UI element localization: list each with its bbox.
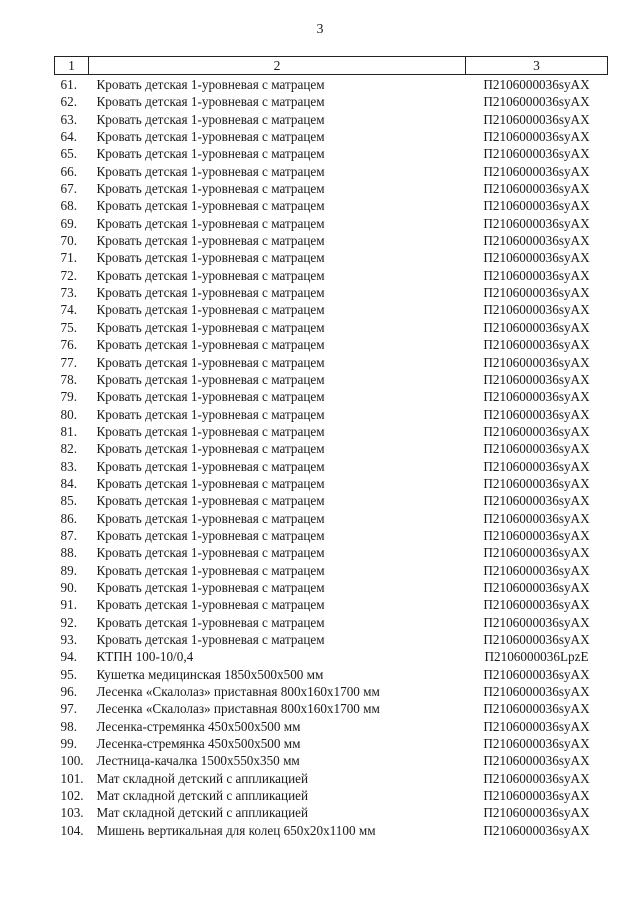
item-name: Лесенка-стремянка 450x500x500 мм (96, 736, 301, 752)
table-row (55, 492, 608, 509)
item-code: П2106000036syAX (483, 94, 590, 110)
table-row (55, 596, 608, 613)
item-code: П2106000036syAX (483, 215, 590, 231)
item-code: П2106000036syAX (483, 250, 590, 266)
item-code: П2106000036syAX (483, 614, 590, 630)
item-name: КТПН 100-10/0,4 (96, 649, 194, 665)
item-code: П2106000036syAX (483, 337, 590, 353)
item-code: П2106000036syAX (483, 111, 590, 127)
row-number: 83. (60, 458, 77, 474)
item-name: Кровать детская 1-уровневая с матрацем (96, 510, 325, 526)
item-code: П2106000036syAX (483, 146, 590, 162)
table-row (55, 319, 608, 336)
item-code: П2106000036syAX (483, 527, 590, 543)
item-name: Кровать детская 1-уровневая с матрацем (96, 389, 325, 405)
inventory-table (54, 56, 608, 839)
table-header-row (55, 57, 608, 75)
table-row (55, 406, 608, 423)
table-row (55, 423, 608, 440)
item-name: Кровать детская 1-уровневая с матрацем (96, 77, 325, 92)
row-number: 77. (60, 354, 77, 370)
table-row (55, 787, 608, 804)
row-number: 102. (60, 788, 84, 804)
row-number: 75. (60, 319, 77, 335)
item-name: Кровать детская 1-уровневая с матрацем (96, 267, 325, 283)
item-name: Кровать детская 1-уровневая с матрацем (96, 163, 325, 179)
table-row (55, 215, 608, 232)
item-name: Кровать детская 1-уровневая с матрацем (96, 233, 325, 249)
table-row (55, 475, 608, 492)
column-header-3: 3 (466, 57, 608, 75)
item-name: Кровать детская 1-уровневая с матрацем (96, 129, 325, 145)
item-code: П2106000036syAX (483, 285, 590, 301)
table-row (55, 354, 608, 371)
column-header-1: 1 (55, 57, 89, 75)
table-row (55, 752, 608, 769)
row-number: 91. (60, 597, 77, 613)
item-code: П2106000036syAX (483, 441, 590, 457)
table-row (55, 336, 608, 353)
item-code: П2106000036syAX (483, 510, 590, 526)
row-number: 87. (60, 527, 77, 543)
item-code: П2106000036syAX (483, 805, 590, 821)
table-row (55, 163, 608, 180)
table-row (55, 735, 608, 752)
item-name: Кровать детская 1-уровневая с матрацем (96, 302, 325, 318)
item-code: П2106000036syAX (483, 788, 590, 804)
item-name: Кровать детская 1-уровневая с матрацем (96, 579, 325, 595)
item-name: Кровать детская 1-уровневая с матрацем (96, 215, 325, 231)
item-code: П2106000036syAX (483, 632, 590, 647)
row-number: 98. (60, 718, 77, 734)
item-code: П2106000036syAX (483, 753, 590, 769)
row-number: 97. (60, 701, 77, 717)
table-row (55, 700, 608, 717)
item-code: П2106000036syAX (483, 371, 590, 387)
item-name: Кровать детская 1-уровневая с матрацем (96, 371, 325, 387)
item-code: П2106000036syAX (483, 770, 590, 786)
item-name: Кровать детская 1-уровневая с матрацем (96, 406, 325, 422)
row-number: 72. (60, 267, 77, 283)
table-row (55, 267, 608, 284)
item-code: П2106000036syAX (483, 736, 590, 752)
item-name: Кровать детская 1-уровневая с матрацем (96, 527, 325, 543)
item-name: Кровать детская 1-уровневая с матрацем (96, 354, 325, 370)
table-row (55, 631, 608, 648)
table-row (55, 804, 608, 821)
table-row (55, 388, 608, 405)
item-name: Кровать детская 1-уровневая с матрацем (96, 250, 325, 266)
row-number: 84. (60, 475, 77, 491)
item-name: Кровать детская 1-уровневая с матрацем (96, 181, 325, 197)
item-code: П2106000036syAX (483, 389, 590, 405)
table-row (55, 111, 608, 128)
item-name: Кровать детская 1-уровневая с матрацем (96, 562, 325, 578)
item-code: П2106000036syAX (483, 475, 590, 491)
row-number: 90. (60, 579, 77, 595)
item-code: П2106000036syAX (483, 822, 590, 838)
item-name: Лесенка «Скалолаз» приставная 800x160x1700 мм (96, 701, 380, 717)
row-number: 81. (60, 423, 77, 439)
item-name: Кровать детская 1-уровневая с матрацем (96, 337, 325, 353)
table-row (55, 562, 608, 579)
row-number: 70. (60, 233, 77, 249)
row-number: 63. (60, 111, 77, 127)
row-number: 99. (60, 736, 77, 752)
row-number: 74. (60, 302, 77, 318)
row-number: 86. (60, 510, 77, 526)
item-name: Лесенка-стремянка 450x500x500 мм (96, 718, 301, 734)
item-code: П2106000036syAX (483, 163, 590, 179)
item-name: Кровать детская 1-уровневая с матрацем (96, 198, 325, 214)
table-row (55, 371, 608, 388)
item-name: Мат складной детский с аппликацией (96, 788, 309, 804)
item-name: Кровать детская 1-уровневая с матрацем (96, 493, 325, 509)
item-code: П2106000036syAX (483, 406, 590, 422)
table-row (55, 93, 608, 110)
row-number: 88. (60, 545, 77, 561)
page-number: 3 (316, 22, 324, 37)
item-name: Кровать детская 1-уровневая с матрацем (96, 632, 325, 647)
item-name: Кровать детская 1-уровневая с матрацем (96, 285, 325, 301)
table-row (55, 770, 608, 787)
table-row (55, 75, 608, 94)
item-code: П2106000036syAX (483, 181, 590, 197)
row-number: 67. (60, 181, 77, 197)
row-number: 96. (60, 684, 77, 700)
row-number: 92. (60, 614, 77, 630)
item-name: Кровать детская 1-уровневая с матрацем (96, 441, 325, 457)
row-number: 64. (60, 129, 77, 145)
item-name: Лестница-качалка 1500x550x350 мм (96, 753, 300, 769)
table-row (55, 648, 608, 665)
row-number: 71. (60, 250, 77, 266)
table-row (55, 232, 608, 249)
row-number: 80. (60, 406, 77, 422)
row-number: 103. (60, 805, 84, 821)
item-code: П2106000036syAX (483, 666, 590, 682)
item-code: П2106000036syAX (483, 233, 590, 249)
item-code: П2106000036syAX (483, 302, 590, 318)
item-code: П2106000036syAX (483, 684, 590, 700)
row-number: 62. (60, 94, 77, 110)
row-number: 73. (60, 285, 77, 301)
item-code: П2106000036syAX (483, 701, 590, 717)
item-name: Кровать детская 1-уровневая с матрацем (96, 423, 325, 439)
table-row (55, 510, 608, 527)
item-name: Мат складной детский с аппликацией (96, 805, 309, 821)
row-number: 82. (60, 441, 77, 457)
table-row (55, 180, 608, 197)
item-code: П2106000036syAX (483, 545, 590, 561)
item-code: П2106000036syAX (483, 319, 590, 335)
table-row (55, 197, 608, 214)
table-row (55, 527, 608, 544)
item-name: Кушетка медицинская 1850x500x500 мм (96, 666, 324, 682)
row-number: 76. (60, 337, 77, 353)
row-number: 61. (60, 77, 77, 92)
item-name: Кровать детская 1-уровневая с матрацем (96, 545, 325, 561)
table-row (55, 683, 608, 700)
item-code: П2106000036syAX (483, 597, 590, 613)
item-code: П2106000036syAX (483, 579, 590, 595)
item-code: П2106000036syAX (483, 423, 590, 439)
table-row (55, 440, 608, 457)
item-code: П2106000036syAX (483, 198, 590, 214)
item-name: Кровать детская 1-уровневая с матрацем (96, 597, 325, 613)
row-number: 65. (60, 146, 77, 162)
table-row (55, 544, 608, 561)
row-number: 89. (60, 562, 77, 578)
row-number: 68. (60, 198, 77, 214)
row-number: 94. (60, 649, 77, 665)
item-code: П2106000036syAX (483, 267, 590, 283)
table-row (55, 666, 608, 683)
table-row (55, 145, 608, 162)
column-header-2: 2 (89, 57, 466, 75)
item-name: Лесенка «Скалолаз» приставная 800x160x1700 мм (96, 684, 380, 700)
row-number: 69. (60, 215, 77, 231)
row-number: 100. (60, 753, 84, 769)
row-number: 85. (60, 493, 77, 509)
item-name: Кровать детская 1-уровневая с матрацем (96, 319, 325, 335)
item-name: Кровать детская 1-уровневая с матрацем (96, 458, 325, 474)
item-name: Мат складной детский с аппликацией (96, 770, 309, 786)
item-code: П2106000036syAX (483, 562, 590, 578)
item-name: Кровать детская 1-уровневая с матрацем (96, 475, 325, 491)
item-code: П2106000036syAX (483, 77, 590, 92)
row-number: 104. (60, 822, 84, 838)
item-code: П2106000036syAX (483, 354, 590, 370)
table-row (55, 718, 608, 735)
item-code: П2106000036LpzE (484, 649, 589, 665)
row-number: 101. (60, 770, 84, 786)
table-row (55, 822, 608, 839)
table-row (55, 249, 608, 266)
row-number: 66. (60, 163, 77, 179)
item-code: П2106000036syAX (483, 718, 590, 734)
row-number: 93. (60, 632, 77, 647)
row-number: 78. (60, 371, 77, 387)
table-row (55, 284, 608, 301)
item-name: Кровать детская 1-уровневая с матрацем (96, 146, 325, 162)
item-code: П2106000036syAX (483, 493, 590, 509)
item-code: П2106000036syAX (483, 458, 590, 474)
table-row (55, 128, 608, 145)
table-row (55, 301, 608, 318)
row-number: 79. (60, 389, 77, 405)
item-code: П2106000036syAX (483, 129, 590, 145)
item-name: Кровать детская 1-уровневая с матрацем (96, 614, 325, 630)
table-row (55, 458, 608, 475)
item-name: Кровать детская 1-уровневая с матрацем (96, 94, 325, 110)
item-name: Мишень вертикальная для колец 650x20x1100 мм (96, 822, 376, 838)
row-number: 95. (60, 666, 77, 682)
table-row (55, 579, 608, 596)
table-row (55, 614, 608, 631)
item-name: Кровать детская 1-уровневая с матрацем (96, 111, 325, 127)
